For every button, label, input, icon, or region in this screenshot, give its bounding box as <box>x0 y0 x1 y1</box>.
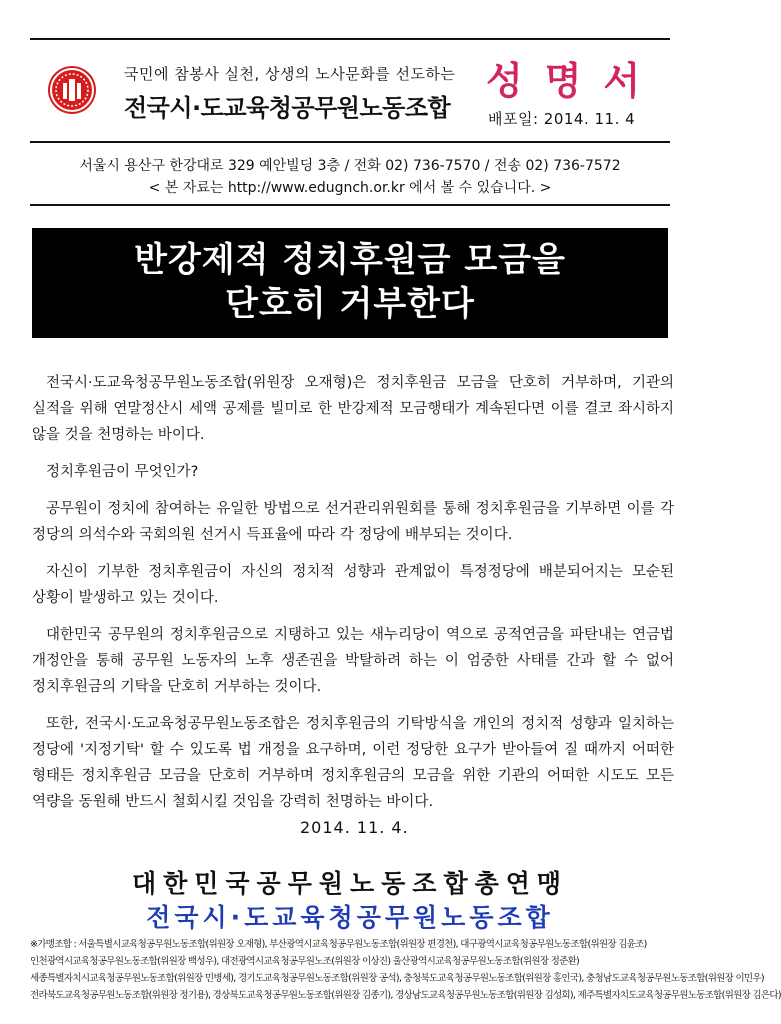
body-paragraph: 전국시·도교육청공무원노동조합(위원장 오재형)은 정치후원금 모금을 단호히 거부하며, 기관의 실적을 위해 연말정산시 세액 공제를 빌미로 한 반강제적 모금행태가 계속된다면 이를 결코 좌시하지 않을 것을 천명하는 바이다. <box>32 375 674 443</box>
document-type: 성명서 <box>486 58 663 103</box>
title-banner <box>32 228 668 338</box>
header-rule <box>30 141 670 143</box>
member-unions-line: ※가맹조합 : 서울특별시교육청공무원노동조합(위원장 오재형), 부산광역시교육청공무원노동조합(위원장 편경천), 대구광역시교육청공무원노동조합(위원장 김윤조) <box>30 939 647 950</box>
union-signature: 전국시·도교육청공무원노동조합 <box>146 903 554 932</box>
body-paragraph: 정치후원금이 무엇인가? <box>46 464 199 480</box>
statement-body <box>32 370 674 826</box>
release-date: 배포일: 2014. 11. 4 <box>488 110 636 128</box>
body-paragraph: 공무원이 정치에 참여하는 유일한 방법으로 선거관리위원회를 통해 정치후원금을 기부하면 이를 각 정당의 의석수와 국회의원 선거시 득표율에 따라 각 정당에 배부되는 것이다. <box>32 501 674 543</box>
member-unions-list <box>30 936 781 1004</box>
title-line-1: 반강제적 정치후원금 모금을 <box>134 240 566 280</box>
contact-address: 서울시 용산구 한강대로 329 예안빌딩 3층 / 전화 02) 736-7570 / 전송 02) 736-7572 <box>79 158 621 174</box>
union-logo-icon <box>48 66 96 114</box>
title-line-2: 단호히 거부한다 <box>225 284 475 324</box>
top-rule <box>30 38 670 40</box>
member-unions-line: 세종특별자치시교육청공무원노동조합(위원장 민병세), 경기도교육청공무원노동조합(위원장 공석), 충청북도교육청공무원노동조합(위원장 홍인국), 충청남도교육청공무원노동조합(위원장 이민우) <box>30 973 764 984</box>
union-slogan: 국민에 참봉사 실천, 상생의 노사문화를 선도하는 <box>124 65 456 83</box>
body-paragraph: 또한, 전국시·도교육청공무원노동조합은 정치후원금의 기탁방식을 개인의 정치적 성향과 일치하는 정당에 '지정기탁' 할 수 있도록 법 개정을 요구하며, 이런 정당한 요구가 받아들여 질 때까지 어떠한 형태든 정치후원금 모금을 단호히 거부하며 정치후원금의 모금을 위한 기관의 어떠한 시도도 모든 역량을 동원해 반드시 철회시킬 것임을 강력히 천명하는 바이다. <box>32 716 674 810</box>
body-paragraph: 대한민국 공무원의 정치후원금으로 지탱하고 있는 새누리당이 역으로 공적연금을 파탄내는 연금법 개정안을 통해 공무원 노동자의 노후 생존권을 박탈하려 하는 이 엄중한 사태를 간과 할 수 없어 정치후원금의 기탁을 단호히 거부하는 것이다. <box>32 627 674 695</box>
member-unions-line: 인천광역시교육청공무원노동조합(위원장 백성우), 대전광역시교육청공무원노조(위원장 이상진) 울산광역시교육청공무원노동조합(위원장 정준환) <box>30 956 580 967</box>
contact-rule <box>30 204 670 206</box>
website-notice: < 본 자료는 http://www.edugnch.or.kr 에서 볼 수 있습니다. > <box>148 180 552 196</box>
body-paragraph: 자신이 기부한 정치후원금이 자신의 정치적 성향과 관계없이 특정정당에 배분되어지는 모순된 상황이 발생하고 있는 것이다. <box>32 564 674 606</box>
signature-date: 2014. 11. 4. <box>300 818 409 837</box>
federation-name: 대한민국공무원노동조합총연맹 <box>131 869 569 898</box>
union-name: 전국시·도교육청공무원노동조합 <box>124 94 451 122</box>
member-unions-line: 전라북도교육청공무원노동조합(위원장 정기용), 경상북도교육청공무원노동조합(위원장 김종기), 경상남도교육청공무원노동조합(위원장 김성회), 제주특별자치도교육청공무원노동조합(위원장 김은다) <box>30 990 781 1001</box>
